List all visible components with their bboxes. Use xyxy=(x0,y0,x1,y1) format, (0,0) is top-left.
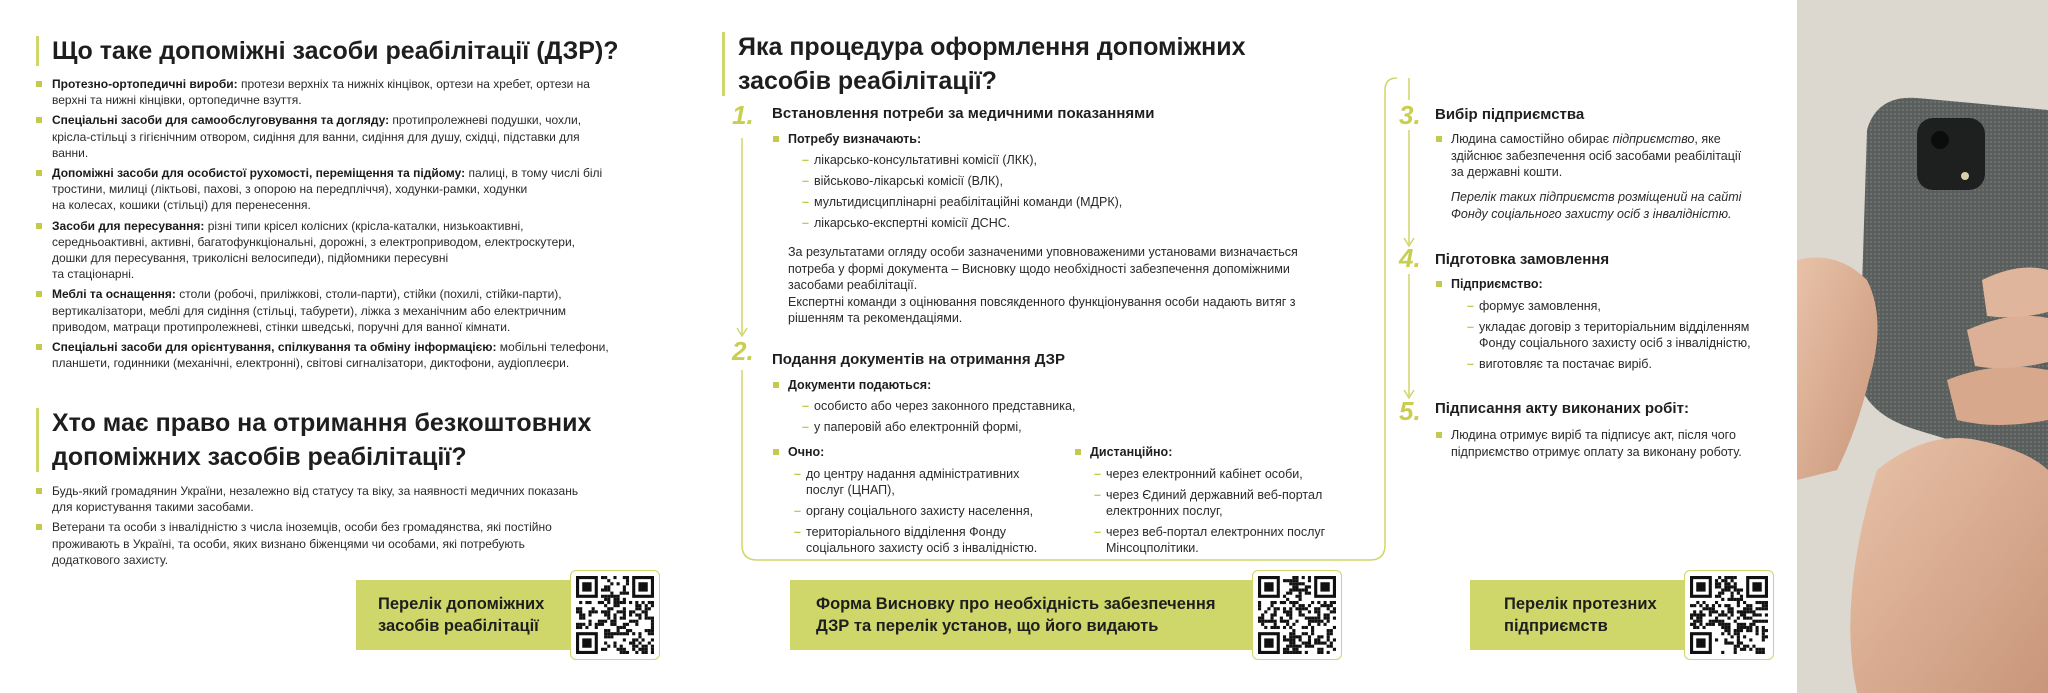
step1-title: Встановлення потреби за медичними показаннями xyxy=(772,105,1155,122)
list-item xyxy=(36,339,666,371)
qr-code-icon xyxy=(576,576,654,654)
step2-dist-heading: Дистанційно: xyxy=(1090,445,1173,459)
list-item-text: вертикалізатори, меблі для сидіння (стільці, табурети), ліжка з механічним або електричним xyxy=(52,303,567,318)
qr-code-conclusion-form[interactable] xyxy=(1252,570,1342,660)
list-item-text: формує замовлення, xyxy=(1479,299,1601,313)
list-item-text: на колесах, кошики (стільці) для перенесення. xyxy=(52,198,311,213)
step1-number: 1. xyxy=(732,100,754,130)
step3-number: 3. xyxy=(1399,100,1421,130)
list-item-text: проживають в Україні, та особи, яких визнано біженцями чи особами, які потребують xyxy=(52,536,525,551)
list-item-text: укладає договір з територіальним відділенням xyxy=(1479,320,1750,334)
list-item-text: військово-лікарські комісії (ВЛК), xyxy=(814,174,1003,188)
step2-list xyxy=(802,398,1322,440)
list-item xyxy=(1094,524,1364,556)
step4-subheading: Підприємство: xyxy=(1451,277,1543,291)
step5-title: Підписання акту виконаних робіт: xyxy=(1435,400,1689,417)
list-item xyxy=(794,524,1064,556)
list-item xyxy=(36,286,666,335)
step4-list xyxy=(1467,298,1787,377)
step2-dist-list xyxy=(1094,466,1364,561)
list-item-text: особисто або через законного представника, xyxy=(814,399,1076,413)
list-item-text: соціального захисту осіб з інвалідністю. xyxy=(806,541,1038,555)
list-item-text: різні типи крісел колісних (крісла-каталки, низькоактивні, xyxy=(204,218,524,233)
qr-code-icon xyxy=(1690,576,1768,654)
list-item-text: додаткового захисту. xyxy=(52,552,169,567)
list-item-text: середньоактивні, активні, багатофункціональні, дорожні, з електроприводом, електроскутери, xyxy=(52,234,575,249)
list-item xyxy=(794,466,1064,498)
step3-note: Перелік таких підприємств розміщений на сайті Фонду соціального захисту осіб з інвалідністю. xyxy=(1451,190,1742,221)
step1-paragraph xyxy=(788,244,1348,327)
qr-banner-label: Форма Висновку про необхідність забезпечення ДЗР та перелік установ, що його видають xyxy=(816,595,1216,635)
qr-banner-conclusion-form[interactable] xyxy=(790,580,1260,650)
list-item xyxy=(794,503,1064,519)
list-item xyxy=(802,173,1322,189)
list-item xyxy=(36,218,666,283)
list-item-text: тростини, милиці (ліктьові, пахові, з опорою на передпліччя), ходунки-рамки, ходунки xyxy=(52,182,528,197)
list-item xyxy=(36,483,666,515)
qr-banner-prosthetic-enterprises[interactable] xyxy=(1470,580,1690,650)
list-item-text: органу соціального захисту населення, xyxy=(806,504,1034,518)
qr-banner-label: Перелік допоміжних засобів реабілітації xyxy=(378,595,545,635)
paragraph-line: рішенням та рекомендаціями. xyxy=(788,311,963,325)
list-item-text: виготовляє та постачає виріб. xyxy=(1479,357,1652,371)
bullet-square xyxy=(1436,136,1442,142)
list-item-text: для користування такими засобами. xyxy=(52,500,254,515)
section1-title: Що таке допоміжні засоби реабілітації (ДЗР)? xyxy=(36,34,676,68)
step4-title: Підготовка замовлення xyxy=(1435,251,1610,268)
list-item xyxy=(802,194,1322,210)
list-item-text: протипролежневі подушки, чохли, xyxy=(389,113,582,128)
step2-ochno-heading: Очно: xyxy=(788,445,825,459)
hand-with-phone-photo xyxy=(1797,0,2048,693)
section3-title: Яка процедура оформлення допоміжних засобів реабілітації? xyxy=(722,30,1342,98)
list-item xyxy=(802,152,1322,168)
list-item-text: ванни. xyxy=(52,145,89,160)
list-item-term: Спеціальні засоби для орієнтування, спілкування та обміну інформацією: xyxy=(52,340,497,355)
list-item-text: лікарсько-консультативні комісії (ЛКК), xyxy=(814,153,1037,167)
paragraph-line: потреба у формі документа – Висновку щодо необхідності забезпечення допоміжними xyxy=(788,261,1290,276)
qr-banner-rehab-list[interactable] xyxy=(356,580,586,650)
list-item-text: палиці, в тому числі білі xyxy=(465,166,603,181)
bullet-square xyxy=(1436,432,1442,438)
step5-item: Людина отримує виріб та підписує акт, після чого підприємство отримує оплату за виконану роботу. xyxy=(1451,427,1781,460)
section2-title: Хто має право на отримання безкоштовних допоміжних засобів реабілітації? xyxy=(36,406,676,474)
list-item xyxy=(802,215,1322,231)
list-item-text: мобільні телефони, xyxy=(496,340,609,355)
list-item-text: послуг (ЦНАП), xyxy=(806,483,895,497)
qr-code-icon xyxy=(1258,576,1336,654)
list-item-text: приводом, матраци протипролежневі, стінки шведські, поручні для ванної кімнати. xyxy=(52,319,511,334)
list-item xyxy=(802,419,1322,435)
list-item xyxy=(1467,356,1787,372)
list-item xyxy=(1094,487,1364,519)
list-item-text: протези верхніх та нижніх кінцівок, ортези на хребет, ортези на xyxy=(237,77,590,91)
qr-code-rehab-list[interactable] xyxy=(570,570,660,660)
list-item-text: у паперовій або електронній формі, xyxy=(814,420,1022,434)
list-item-text: до центру надання адміністративних xyxy=(806,467,1020,481)
step2-ochno-list xyxy=(794,466,1064,561)
list-item-text: через електронний кабінет особи, xyxy=(1106,467,1303,481)
list-item-text: планшети, годинники (механічні, електронні), світові сигналізатори, диктофони, аудіоплеєри. xyxy=(52,356,570,371)
list-item-text: Ветерани та особи з інвалідністю з числа іноземців, особи без громадянства, які постійно xyxy=(52,520,552,535)
list-item-text: та стаціонарні. xyxy=(52,267,135,282)
list-item xyxy=(1094,466,1364,482)
step2-subheading: Документи подаються: xyxy=(788,378,932,392)
list-item xyxy=(36,519,666,568)
list-item xyxy=(36,112,666,161)
list-item-text: мультидисциплінарні реабілітаційні команди (МДРК), xyxy=(814,195,1123,209)
paragraph-line: За результатами огляду особи зазначеними уповноваженими установами визначається xyxy=(788,245,1298,259)
list-item-text: Фонду соціального захисту осіб з інвалідністю, xyxy=(1479,336,1751,350)
step2-title: Подання документів на отримання ДЗР xyxy=(772,351,1066,368)
list-item-text: Будь-який громадянин України, незалежно від статусу та віку, за наявності медичних показань xyxy=(52,484,579,498)
phone-in-hand-image xyxy=(1797,0,2048,693)
list-item-text: Мінсоцполітики. xyxy=(1106,541,1199,555)
eligibility-list xyxy=(36,483,666,572)
list-item-term: Спеціальні засоби для самообслуговування та догляду: xyxy=(52,113,390,128)
list-item-term: Меблі та оснащення: xyxy=(52,287,176,302)
step3-title: Вибір підприємства xyxy=(1435,106,1585,123)
list-item xyxy=(36,165,666,214)
list-item-text: електронних послуг, xyxy=(1106,504,1223,518)
list-item-term: Допоміжні засоби для особистої рухомості, переміщення та підйому: xyxy=(52,166,466,181)
paragraph-line: Експертні команди з оцінювання повсякденного функціонування особи надають витяг з xyxy=(788,294,1296,309)
list-item-text: столи (робочі, приліжкові, столи-парти), стійки (похилі, стійки-парти), xyxy=(175,287,562,302)
step1-list xyxy=(802,152,1322,236)
list-item-text: лікарсько-експертні комісії ДСНС. xyxy=(814,216,1011,230)
list-item-text: верхні та нижні кінцівки, ортопедичне взуття. xyxy=(52,93,302,108)
step3-item: Людина самостійно обирає підприємство, яке здійснює забезпечення осіб засобами реабілітації за державні кошти. xyxy=(1451,131,1781,181)
step4-number: 4. xyxy=(1399,243,1421,273)
list-item-text: дошки для пересування, триколісні велосипеди), підйомники пересувні xyxy=(52,251,449,266)
list-item-text: крісла-стільці з гігієнічним отвором, сидіння для ванни, сидіння для душу, східці, підставки для xyxy=(52,129,580,144)
list-item-term: Протезно-ортопедичні вироби: xyxy=(52,77,238,91)
step2-number: 2. xyxy=(732,336,754,366)
list-item-text: територіального відділення Фонду xyxy=(806,525,1007,539)
list-item-term: Засоби для пересування: xyxy=(52,218,205,233)
list-item-text: через Єдиний державний веб-портал xyxy=(1106,488,1323,502)
qr-code-prosthetic-enterprises[interactable] xyxy=(1684,570,1774,660)
list-item xyxy=(1467,298,1787,314)
list-item xyxy=(36,76,666,108)
list-item-text: через веб-портал електронних послуг xyxy=(1106,525,1326,539)
paragraph-line: засобами реабілітації. xyxy=(788,278,918,292)
step5-number: 5. xyxy=(1399,396,1421,426)
qr-banner-label: Перелік протезних підприємств xyxy=(1504,595,1657,635)
step1-subheading: Потребу визначають: xyxy=(788,132,922,146)
rehab-means-list xyxy=(36,76,666,375)
list-item xyxy=(1467,319,1787,351)
list-item xyxy=(802,398,1322,414)
